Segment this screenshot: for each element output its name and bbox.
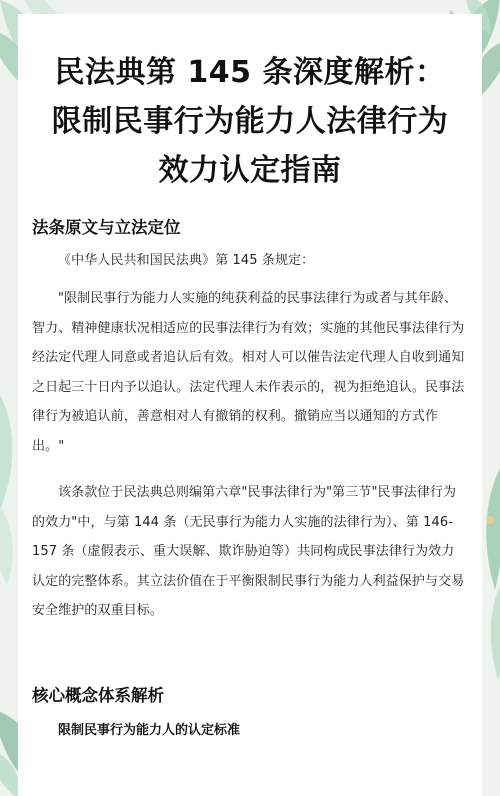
document-title: 民法典第 145 条深度解析：限制民事行为能力人法律行为效力认定指南 xyxy=(51,55,449,188)
paragraph-article-quote: "限制民事行为能力人实施的纯获利益的民事法律行为或者与其年龄、智力、精神健康状况相适应的民事法律行为有效；实施的其他民事法律行为经法定代理人同意或者追认后有效。相对人可以催告法定代理人自收到通知之日起三十日内予以追认。法定代理人未作表示的，视为拒绝追认。民事法律行为被追认前，善意相对人有撤销的权利。撤销应当以通知的方式作出。" xyxy=(32,291,465,454)
section-heading-core-concepts: 核心概念体系解析 xyxy=(32,686,164,705)
section-heading-legal-text: 法条原文与立法定位 xyxy=(32,218,181,237)
subheading-recognition-standard: 限制民事行为能力人的认定标准 xyxy=(58,723,241,738)
paragraph-legislative-position: 该条款位于民法典总则编第六章"民事法律行为"第三节"民事法律行为的效力"中，与第 144 条（无民事行为能力人实施的法律行为）、第 146-157 条（虚假表示、重大误解、欺诈胁迫等）共同构成民事法律行为效力认定的完整体系。其立法价值在于平衡限制民事行为能力人利益保护与交易安全维护的双重目标。 xyxy=(32,485,465,618)
paragraph-article-reference: 《中华人民共和国民法典》第 145 条规定： xyxy=(58,253,315,268)
document-page xyxy=(18,14,482,796)
